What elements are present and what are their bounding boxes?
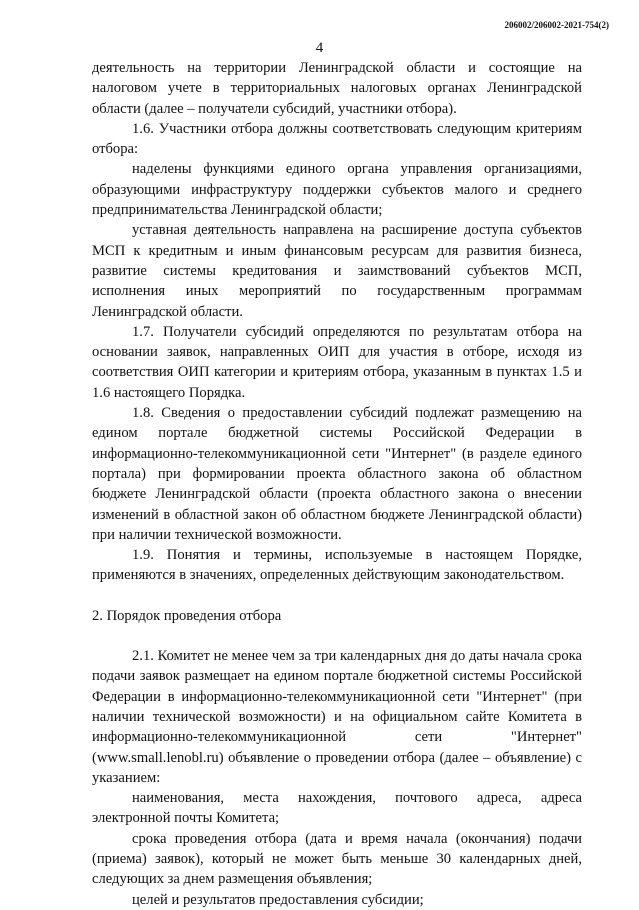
section-title: 2. Порядок проведения отбора: [92, 607, 282, 624]
paragraph: 2.1. Комитет не менее чем за три календарных дня до даты начала срока подачи заявок размещает на едином портале бюджетной системы Российской Федерации в информационно-телекоммуникационной сети "Интернет" (при наличии технической возможности) и на официальном сайте Комитета в информационно-телекоммуникационной сети "Интернет" (www.small.lenobl.ru) объявление о проведении отбора (далее – объявление) с указанием:: [92, 648, 582, 786]
paragraph: 1.7. Получатели субсидий определяются по результатам отбора на основании заявок, направленных ОИП для участия в отборе, исходя из соответствия ОИП категории и критериям отбора, указанным в пунктах 1.5 и 1.6 настоящего Порядка.: [92, 323, 582, 401]
paragraph: деятельность на территории Ленинградской области и состоящие на налоговом учете в территориальных налоговых органах Ленинградской области (далее – получатели субсидий, участники отбора).: [92, 60, 582, 117]
paragraph: 1.8. Сведения о предоставлении субсидий подлежат размещению на едином портале бюджетной системы Российской Федерации в информационно-телекоммуникационной сети "Интернет" (в разделе единого портала) при формировании проекта областного закона об областном бюджете Ленинградской области (проекта областного закона о внесении изменений в областной закон об областном бюджете Ленинградской области) при наличии технической возможности.: [92, 405, 582, 543]
paragraph: срока проведения отбора (дата и время начала (окончания) подачи (приема) заявок), который не может быть меньше 30 календарных дней, следующих за днем размещения объявления;: [92, 830, 582, 888]
paragraph: уставная деятельность направлена на расширение доступа субъектов МСП к кредитным и иным финансовым ресурсам для развития бизнеса, развитие системы кредитования и заимствований субъектов МСП, исполнения иных мероприятий по государственным программам Ленинградской области.: [92, 222, 582, 320]
page-number: 4: [315, 40, 324, 56]
paragraph: наименования, места нахождения, почтового адреса, адреса электронной почты Комитета;: [92, 790, 582, 827]
document-body: [92, 58, 582, 910]
paragraph: 1.6. Участники отбора должны соответствовать следующим критериям отбора:: [92, 120, 582, 158]
document-code: 206002/206002-2021-754(2): [504, 20, 609, 30]
paragraph: целей и результатов предоставления субсидии;: [132, 891, 424, 908]
paragraph: 1.9. Понятия и термины, используемые в настоящем Порядке, применяются в значениях, определенных действующим законодательством.: [92, 547, 582, 584]
paragraph: наделены функциями единого органа управления организациями, образующими инфраструктуру поддержки субъектов малого и среднего предпринимательства Ленинградской области;: [92, 161, 582, 219]
